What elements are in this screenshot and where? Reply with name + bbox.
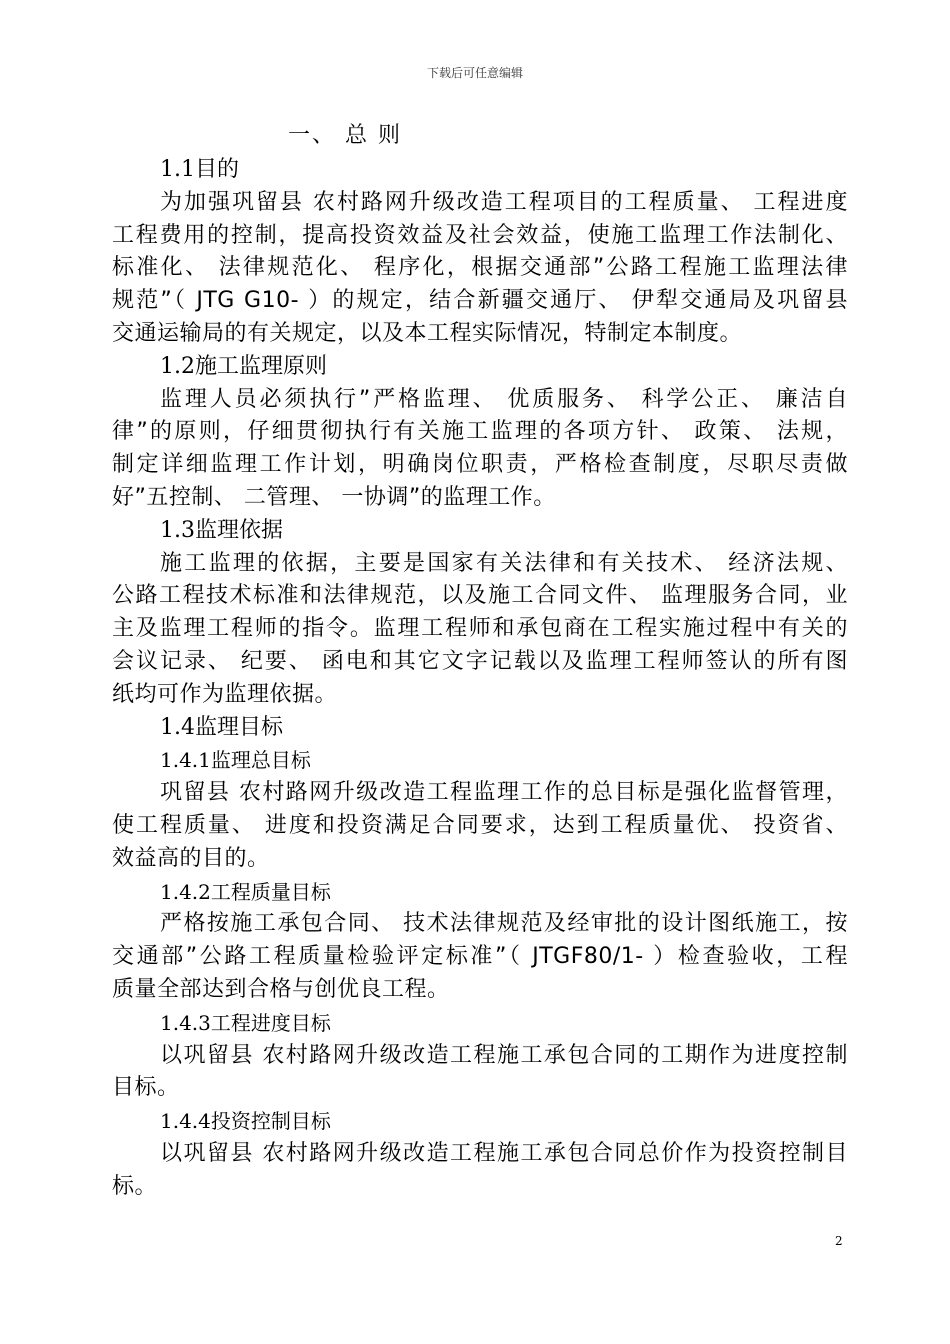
- section-number: 1.2: [160, 353, 195, 379]
- paragraph-line: 纸均可作为监理依据。: [112, 681, 338, 707]
- subsection-heading: [112, 1105, 848, 1138]
- section-heading: [112, 154, 848, 187]
- subsection-title: 投资控制目标: [210, 1109, 331, 1134]
- paragraph-line: 交通部”公路工程质量检验评定标准”（ JTGF80/1- ）检查验收，工程: [112, 944, 848, 970]
- paragraph-line: 会议记录、 纪要、 函电和其它文字记载以及监理工程师签认的所有图: [112, 648, 848, 674]
- paragraph-line: 公路工程技术标准和法律规范，以及施工合同文件、 监理服务合同，业: [112, 583, 848, 609]
- subsection-heading: [112, 1007, 848, 1040]
- section-number: 1.1: [160, 157, 195, 182]
- subsection-title: 监理总目标: [210, 748, 311, 773]
- page-header: 下载后可任意编辑: [426, 66, 523, 80]
- paragraph-line: 规范”（ JTG G10- ）的规定，结合新疆交通厅、 伊犁交通局及巩留县: [112, 288, 848, 314]
- section-heading: [112, 712, 848, 745]
- section-number: 1.3: [160, 517, 195, 543]
- subsection-heading: [112, 876, 848, 909]
- section-title: 监理目标: [195, 714, 284, 740]
- page-number: 2: [835, 1234, 843, 1248]
- paragraph-line: 施工监理的依据，主要是国家有关法律和有关技术、 经济法规、: [160, 550, 848, 576]
- section-heading: [112, 515, 848, 548]
- paragraph-line: 工程费用的控制，提高投资效益及社会效益，使施工监理工作法制化、: [112, 222, 848, 248]
- document-body: [112, 118, 848, 1204]
- paragraph-line: 标。: [112, 1173, 158, 1199]
- paragraph-line: 制定详细监理工作计划，明确岗位职责，严格检查制度，尽职尽责做: [112, 452, 848, 478]
- paragraph-line: 监理人员必须执行”严格监理、 优质服务、 科学公正、 廉洁自: [160, 386, 848, 412]
- paragraph-line: 严格按施工承包合同、 技术法律规范及经审批的设计图纸施工，按: [160, 911, 848, 937]
- paragraph-line: 目标。: [112, 1075, 180, 1101]
- paragraph-line: 使工程质量、 进度和投资满足合同要求，达到工程质量优、 投资省、: [112, 812, 848, 838]
- paragraph-line: 好”五控制、 二管理、 一协调”的监理工作。: [112, 484, 556, 510]
- paragraph-line: 巩留县 农村路网升级改造工程监理工作的总目标是强化监督管理，: [160, 780, 848, 806]
- paragraph-line: 主及监理工程师的指令。监理工程师和承包商在工程实施过程中有关的: [112, 616, 848, 642]
- section-title: 施工监理原则: [195, 353, 328, 379]
- paragraph-line: 以巩留县 农村路网升级改造工程施工承包合同的工期作为进度控制: [160, 1042, 848, 1068]
- paragraph-line: 律”的原则，仔细贯彻执行有关施工监理的各项方针、 政策、 法规，: [112, 419, 848, 445]
- paragraph-line: 标准化、 法律规范化、 程序化，根据交通部”公路工程施工监理法律: [112, 255, 848, 281]
- paragraph-line: 效益高的目的。: [112, 845, 270, 871]
- subsection-title: 工程进度目标: [210, 1010, 331, 1035]
- chapter-title: 一、 总 则: [288, 123, 402, 148]
- paragraph-line: 交通运输局的有关规定，以及本工程实际情况，特制定本制度。: [112, 320, 743, 346]
- paragraph-line: 以巩留县 农村路网升级改造工程施工承包合同总价作为投资控制目: [160, 1140, 848, 1166]
- section-title: 监理依据: [195, 517, 284, 543]
- subsection-title: 工程质量目标: [210, 879, 331, 904]
- subsection-heading: [112, 744, 848, 777]
- section-heading: [112, 351, 848, 384]
- section-title: 目的: [195, 157, 240, 182]
- subsection-number: 1.4.2: [160, 879, 211, 904]
- paragraph-line: 为加强巩留县 农村路网升级改造工程项目的工程质量、 工程进度: [160, 189, 848, 215]
- subsection-number: 1.4.3: [160, 1010, 211, 1035]
- subsection-number: 1.4.4: [160, 1109, 211, 1134]
- subsection-number: 1.4.1: [160, 748, 211, 773]
- section-number: 1.4: [160, 714, 195, 740]
- paragraph-line: 质量全部达到合格与创优良工程。: [112, 976, 450, 1002]
